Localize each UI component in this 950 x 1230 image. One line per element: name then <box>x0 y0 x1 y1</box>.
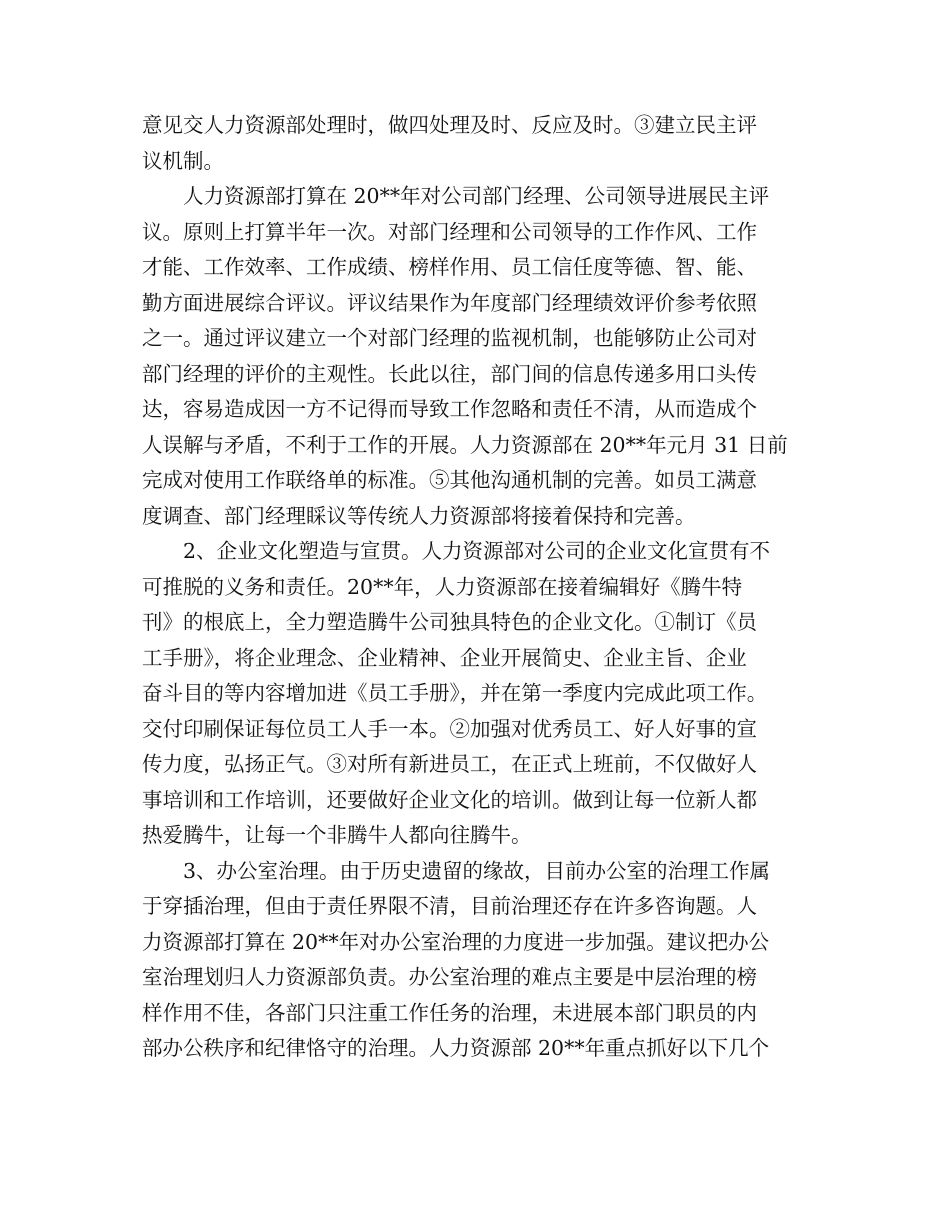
text-line: 议。原则上打算半年一次。对部门经理和公司领导的工作作风、工作 <box>142 219 757 244</box>
body-text <box>142 108 822 1067</box>
text-line: 力资源部打算在 20**年对办公室治理的力度进一步加强。建议把办公 <box>142 929 770 954</box>
text-line: 刊》的根底上，全力塑造腾牛公司独具特色的企业文化。①制订《员 <box>142 610 757 634</box>
text-line: 人误解与矛盾，不利于工作的开展。人力资源部在 20**年元月 31 日前 <box>142 432 788 457</box>
text-line: 传力度，弘扬正气。③对所有新进员工，在正式上班前，不仅做好人 <box>142 752 757 776</box>
text-line: 才能、工作效率、工作成绩、榜样作用、员工信任度等德、智、能、 <box>142 255 757 279</box>
text-line: 之一。通过评议建立一个对部门经理的监视机制，也能够防止公司对 <box>142 326 757 350</box>
text-line: 可推脱的义务和责任。20**年，人力资源部在接着编辑好《腾牛特 <box>142 574 743 599</box>
text-line: 样作用不佳，各部门只注重工作任务的治理，未进展本部门职员的内 <box>142 1000 757 1025</box>
text-line: 议机制。 <box>142 148 224 173</box>
text-line: 完成对使用工作联络单的标准。⑤其他沟通机制的完善。如员工满意 <box>142 468 757 492</box>
paragraph-start-line: 2、企业文化塑造与宣贯。人力资源部对公司的企业文化宣贯有不 <box>183 539 771 563</box>
text-line: 于穿插治理，但由于责任界限不清，目前治理还存在许多咨询题。人 <box>142 894 757 918</box>
text-line: 达，容易造成因一方不记得而导致工作忽略和责任不清，从而造成个 <box>142 397 757 421</box>
paragraph-start-line: 人力资源部打算在 20**年对公司部门经理、公司领导进展民主评 <box>183 184 770 208</box>
text-line: 勤方面进展综合评议。评议结果作为年度部门经理绩效评价参考依照 <box>142 290 757 315</box>
text-line: 部办公秩序和纪律恪守的治理。人力资源部 20**年重点抓好以下几个 <box>142 1036 770 1060</box>
text-line: 奋斗目的等内容增加进《员工手册》，并在第一季度内完成此项工作。 <box>142 681 768 705</box>
text-line: 事培训和工作培训，还要做好企业文化的培训。做到让每一位新人都 <box>142 787 757 812</box>
paragraph-start-line: 3、办公室治理。由于历史遗留的缘故，目前办公室的治理工作属 <box>183 858 771 883</box>
text-line: 交付印刷保证每位员工人手一本。②加强对优秀员工、好人好事的宣 <box>142 716 757 741</box>
text-line: 意见交人力资源部处理时，做四处理及时、反应及时。③建立民主评 <box>142 113 757 137</box>
text-line: 工手册》，将企业理念、企业精神、企业开展简史、企业主旨、企业 <box>142 645 747 670</box>
text-line: 热爱腾牛，让每一个非腾牛人都向往腾牛。 <box>142 823 532 847</box>
text-line: 室治理划归人力资源部负责。办公室治理的难点主要是中层治理的榜 <box>142 965 757 989</box>
text-line: 度调查、部门经理睬议等传统人力资源部将接着保持和完善。 <box>142 503 696 528</box>
text-line: 部门经理的评价的主观性。长此以往，部门间的信息传递多用口头传 <box>142 361 757 386</box>
